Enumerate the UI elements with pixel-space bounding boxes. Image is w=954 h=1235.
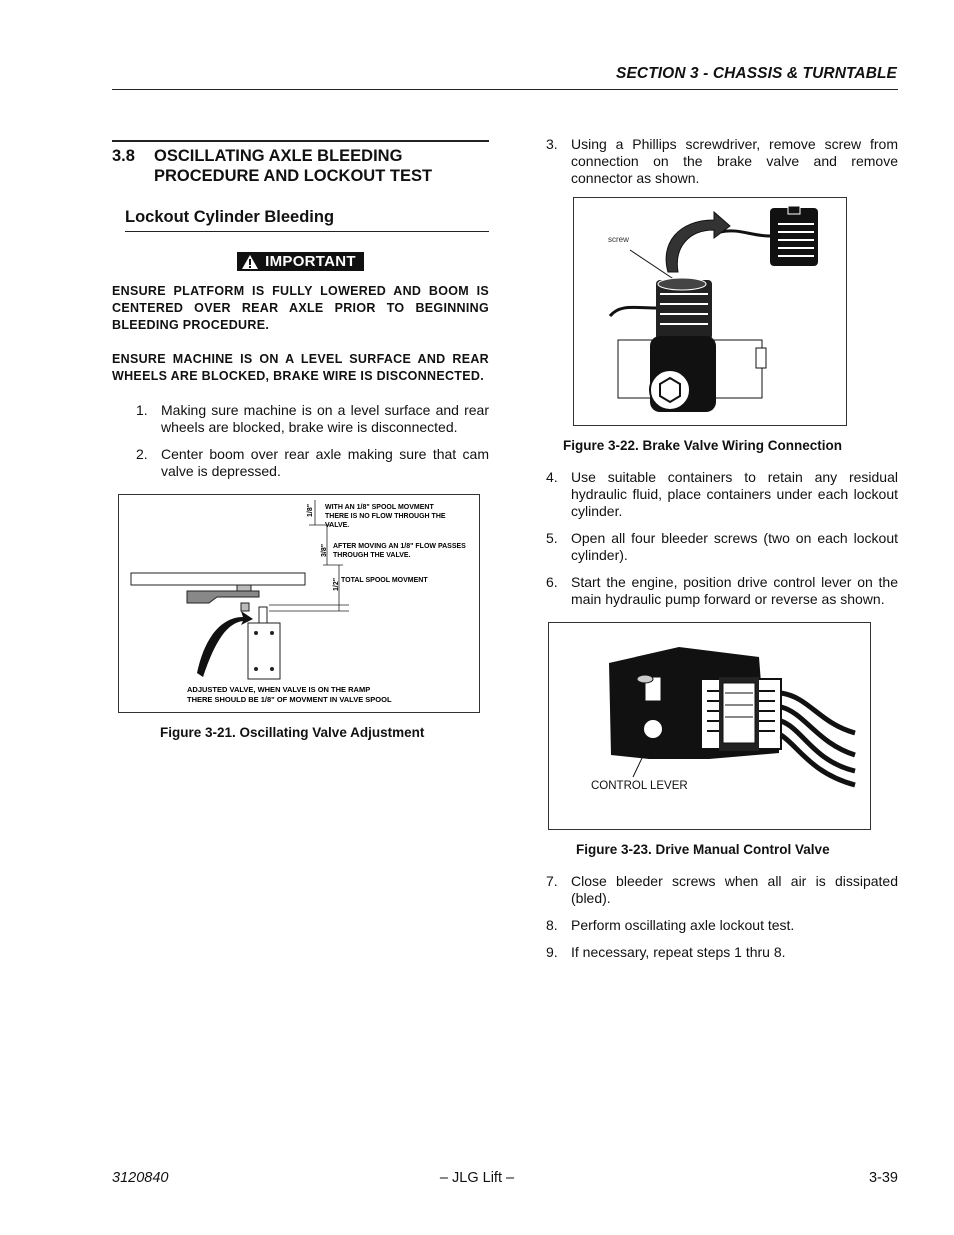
figure-3-21-caption: Figure 3-21. Oscillating Valve Adjustment — [160, 724, 425, 740]
section-header: SECTION 3 - CHASSIS & TURNTABLE — [616, 65, 897, 82]
steps-list-right-a — [546, 136, 898, 187]
screw-label: screw — [608, 235, 629, 244]
list-item — [546, 917, 898, 934]
bottom-note-line2: THERE SHOULD BE 1/8" OF MOVMENT IN VALVE SPOOL — [187, 694, 392, 704]
important-badge — [237, 252, 364, 271]
step-text: Open all four bleeder screws (two on each lockout cylinder). — [571, 530, 898, 563]
figure-3-23 — [548, 622, 871, 830]
steps-list-left — [112, 402, 489, 480]
section-rule — [112, 140, 489, 142]
footer-doc-number: 3120840 — [112, 1170, 169, 1186]
section-title-line1: OSCILLATING AXLE BLEEDING — [154, 147, 403, 165]
important-label: IMPORTANT — [265, 253, 356, 270]
step-number: 8. — [546, 917, 558, 933]
step-text: Making sure machine is on a level surface and rear wheels are blocked, brake wire is disconnected. — [161, 401, 489, 435]
figure-3-22-caption: Figure 3-22. Brake Valve Wiring Connection — [563, 438, 842, 453]
dim-label-3: 1/2" — [333, 577, 340, 591]
subheading: Lockout Cylinder Bleeding — [125, 208, 489, 232]
oscillating-valve-diagram — [119, 495, 479, 712]
footer-page-number: 3-39 — [868, 1170, 898, 1186]
step-number: 4. — [546, 469, 558, 485]
section-heading — [112, 146, 489, 186]
section-title — [154, 146, 432, 186]
step-text: Perform oscillating axle lockout test. — [571, 917, 795, 933]
note-1-line1: WITH AN 1/8" SPOOL MOVMENT — [325, 503, 434, 511]
bottom-note-line1: ADJUSTED VALVE, WHEN VALVE IS ON THE RAMP — [187, 684, 371, 694]
left-column — [112, 140, 489, 740]
steps-list-right-c — [546, 873, 898, 961]
section-title-line2: PROCEDURE AND LOCKOUT TEST — [154, 167, 433, 185]
list-item — [136, 446, 489, 480]
step-number: 7. — [546, 873, 558, 889]
step-number: 1. — [136, 401, 148, 418]
step-text: Start the engine, position drive control lever on the main hydraulic pump forward or reverse as shown. — [571, 574, 898, 607]
warning-icon — [241, 254, 259, 270]
step-number: 6. — [546, 574, 558, 590]
list-item — [546, 944, 898, 961]
step-text: If necessary, repeat steps 1 thru 8. — [571, 944, 786, 960]
step-text: Close bleeder screws when all air is dissipated (bled). — [571, 873, 898, 906]
list-item — [546, 574, 898, 608]
note-1-line2: THERE IS NO FLOW THROUGH THE — [325, 512, 446, 520]
note-3: TOTAL SPOOL MOVMENT — [341, 576, 428, 584]
step-number: 2. — [136, 445, 148, 462]
dim-label-1: 1/8" — [307, 503, 314, 517]
figure-3-22 — [573, 197, 847, 426]
step-text: Use suitable containers to retain any residual hydraulic fluid, place containers under each lockout cylinder. — [571, 469, 898, 519]
list-item — [546, 873, 898, 907]
dim-label-2: 3/8" — [321, 543, 328, 557]
step-text: Center boom over rear axle making sure that cam valve is depressed. — [161, 445, 489, 479]
list-item — [546, 469, 898, 520]
figure-3-23-caption: Figure 3-23. Drive Manual Control Valve — [576, 842, 830, 857]
important-text-1: ENSURE PLATFORM IS FULLY LOWERED AND BOOM IS CENTERED OVER REAR AXLE PRIOR TO BEGINNING BLEEDING PROCEDURE. — [112, 283, 489, 332]
note-2-line1: AFTER MOVING AN 1/8" FLOW PASSES — [333, 542, 466, 550]
step-number: 5. — [546, 530, 558, 546]
control-lever-label: CONTROL LEVER — [591, 780, 688, 792]
step-number: 3. — [546, 136, 558, 152]
figure-3-21 — [118, 494, 480, 713]
important-text-2: ENSURE MACHINE IS ON A LEVEL SURFACE AND REAR WHEELS ARE BLOCKED, BRAKE WIRE IS DISCONNECTED. — [112, 351, 489, 383]
section-number: 3.8 — [112, 147, 135, 165]
right-column — [546, 136, 898, 961]
step-text: Using a Phillips screwdriver, remove screw from connection on the brake valve and remove connector as shown. — [571, 136, 898, 186]
header-rule — [112, 89, 898, 90]
note-2-line2: THROUGH THE VALVE. — [333, 551, 411, 559]
step-number: 9. — [546, 944, 558, 960]
steps-list-right-b — [546, 469, 898, 608]
control-valve-illustration — [549, 623, 870, 829]
list-item — [546, 530, 898, 564]
note-1-line3: VALVE. — [325, 521, 350, 529]
important-badge-wrap — [112, 252, 489, 275]
brake-valve-illustration — [574, 198, 846, 425]
footer-brand: – JLG Lift – — [439, 1170, 515, 1186]
list-item — [546, 136, 898, 187]
list-item — [136, 402, 489, 436]
